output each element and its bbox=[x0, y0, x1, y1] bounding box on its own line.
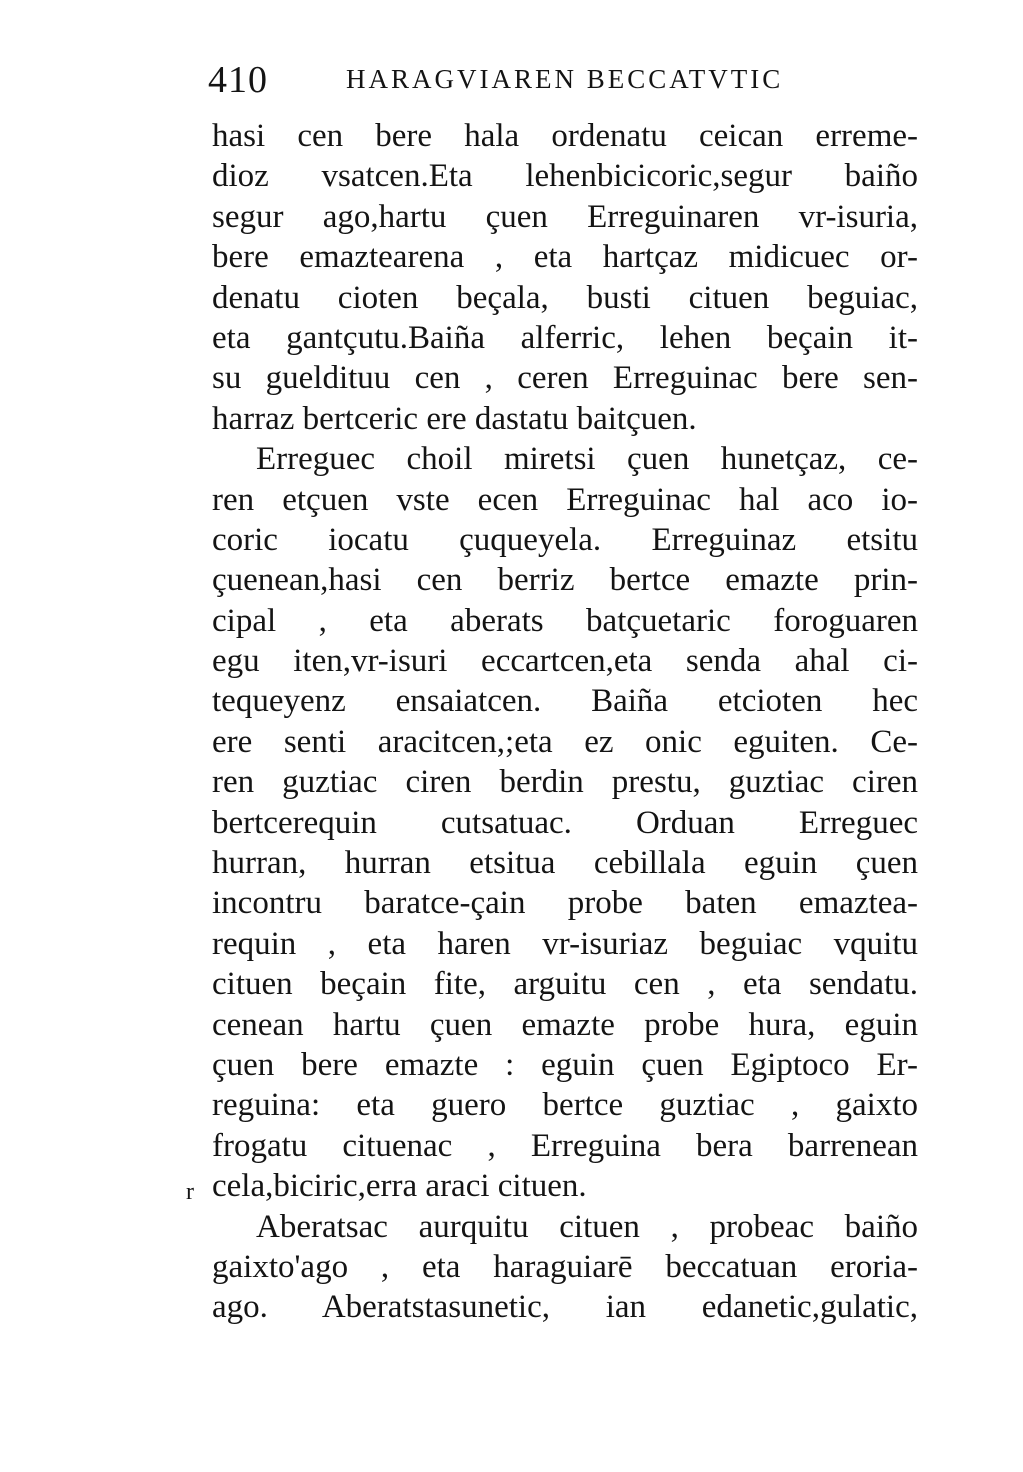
text-line: Erreguec choil miretsi çuen hunetçaz, ce- bbox=[256, 441, 918, 478]
text-line: cela,biciric,erra araci cituen. bbox=[212, 1168, 587, 1205]
running-title: HARAGVIAREN BECCATVTIC bbox=[346, 64, 784, 94]
text-line: çuen bere emazte : eguin çuen Egiptoco Er- bbox=[212, 1046, 918, 1083]
text-line: hasi cen bere hala ordenatu ceican erreme- bbox=[212, 118, 918, 154]
text-line: hurran, hurran etsitua cebillala eguin çuen bbox=[212, 845, 918, 882]
text-line: reguina: eta guero bertce guztiac , gaixto bbox=[212, 1087, 918, 1124]
text-line: cituen beçain fite, arguitu cen , eta sendatu. bbox=[212, 966, 918, 1003]
text-line: gaixto'ago , eta haraguiarē beccatuan eroria- bbox=[212, 1248, 918, 1285]
text-line: egu iten,vr-isuri eccartcen,eta senda ahal ci- bbox=[212, 643, 918, 680]
text-line: bere emaztearena , eta hartçaz midicuec or- bbox=[212, 239, 918, 276]
text-line: harraz bertceric ere dastatu baitçuen. bbox=[212, 400, 697, 437]
text-line: ren guztiac ciren berdin prestu, guztiac ciren bbox=[212, 764, 918, 801]
body-text bbox=[212, 116, 918, 1328]
text-line: cenean hartu çuen emazte probe hura, eguin bbox=[212, 1006, 918, 1043]
text-line: eta gantçutu.Baiña alferric, lehen beçain it- bbox=[212, 319, 918, 356]
text-line: denatu cioten beçala, busti cituen beguiac, bbox=[212, 279, 918, 316]
text-line: su gueldituu cen , ceren Erreguinac bere sen- bbox=[212, 360, 918, 397]
text-line: incontru baratce-çain probe baten emaztea- bbox=[212, 885, 918, 922]
text-line: dioz vsatcen.Eta lehenbicicoric,segur baiño bbox=[212, 158, 918, 195]
text-line: cipal , eta aberats batçuetaric foroguaren bbox=[212, 602, 918, 639]
page-number: 410 bbox=[208, 59, 268, 101]
text-line: ere senti aracitcen,;eta ez onic eguiten. Ce- bbox=[212, 723, 918, 760]
text-line: ren etçuen vste ecen Erreguinac hal aco io- bbox=[212, 481, 918, 518]
text-line: Aberatsac aurquitu cituen , probeac baiño bbox=[256, 1208, 918, 1245]
text-line: çuenean,hasi cen berriz bertce emazte prin- bbox=[212, 562, 918, 599]
margin-mark: r bbox=[186, 1179, 194, 1205]
text-line: requin , eta haren vr-isuriaz beguiac vquitu bbox=[212, 925, 918, 962]
running-head bbox=[208, 58, 918, 108]
text-line: frogatu cituenac , Erreguina bera barrenean bbox=[212, 1127, 918, 1164]
text-line: tequeyenz ensaiatcen. Baiña etcioten hec bbox=[212, 683, 918, 720]
text-line: bertcerequin cutsatuac. Orduan Erreguec bbox=[212, 804, 918, 841]
text-line: ago. Aberatstasunetic, ian edanetic,gulatic, bbox=[212, 1289, 918, 1326]
text-line: coric iocatu çuqueyela. Erreguinaz etsitu bbox=[212, 521, 918, 558]
text-line: segur ago,hartu çuen Erreguinaren vr-isuria, bbox=[212, 198, 918, 235]
